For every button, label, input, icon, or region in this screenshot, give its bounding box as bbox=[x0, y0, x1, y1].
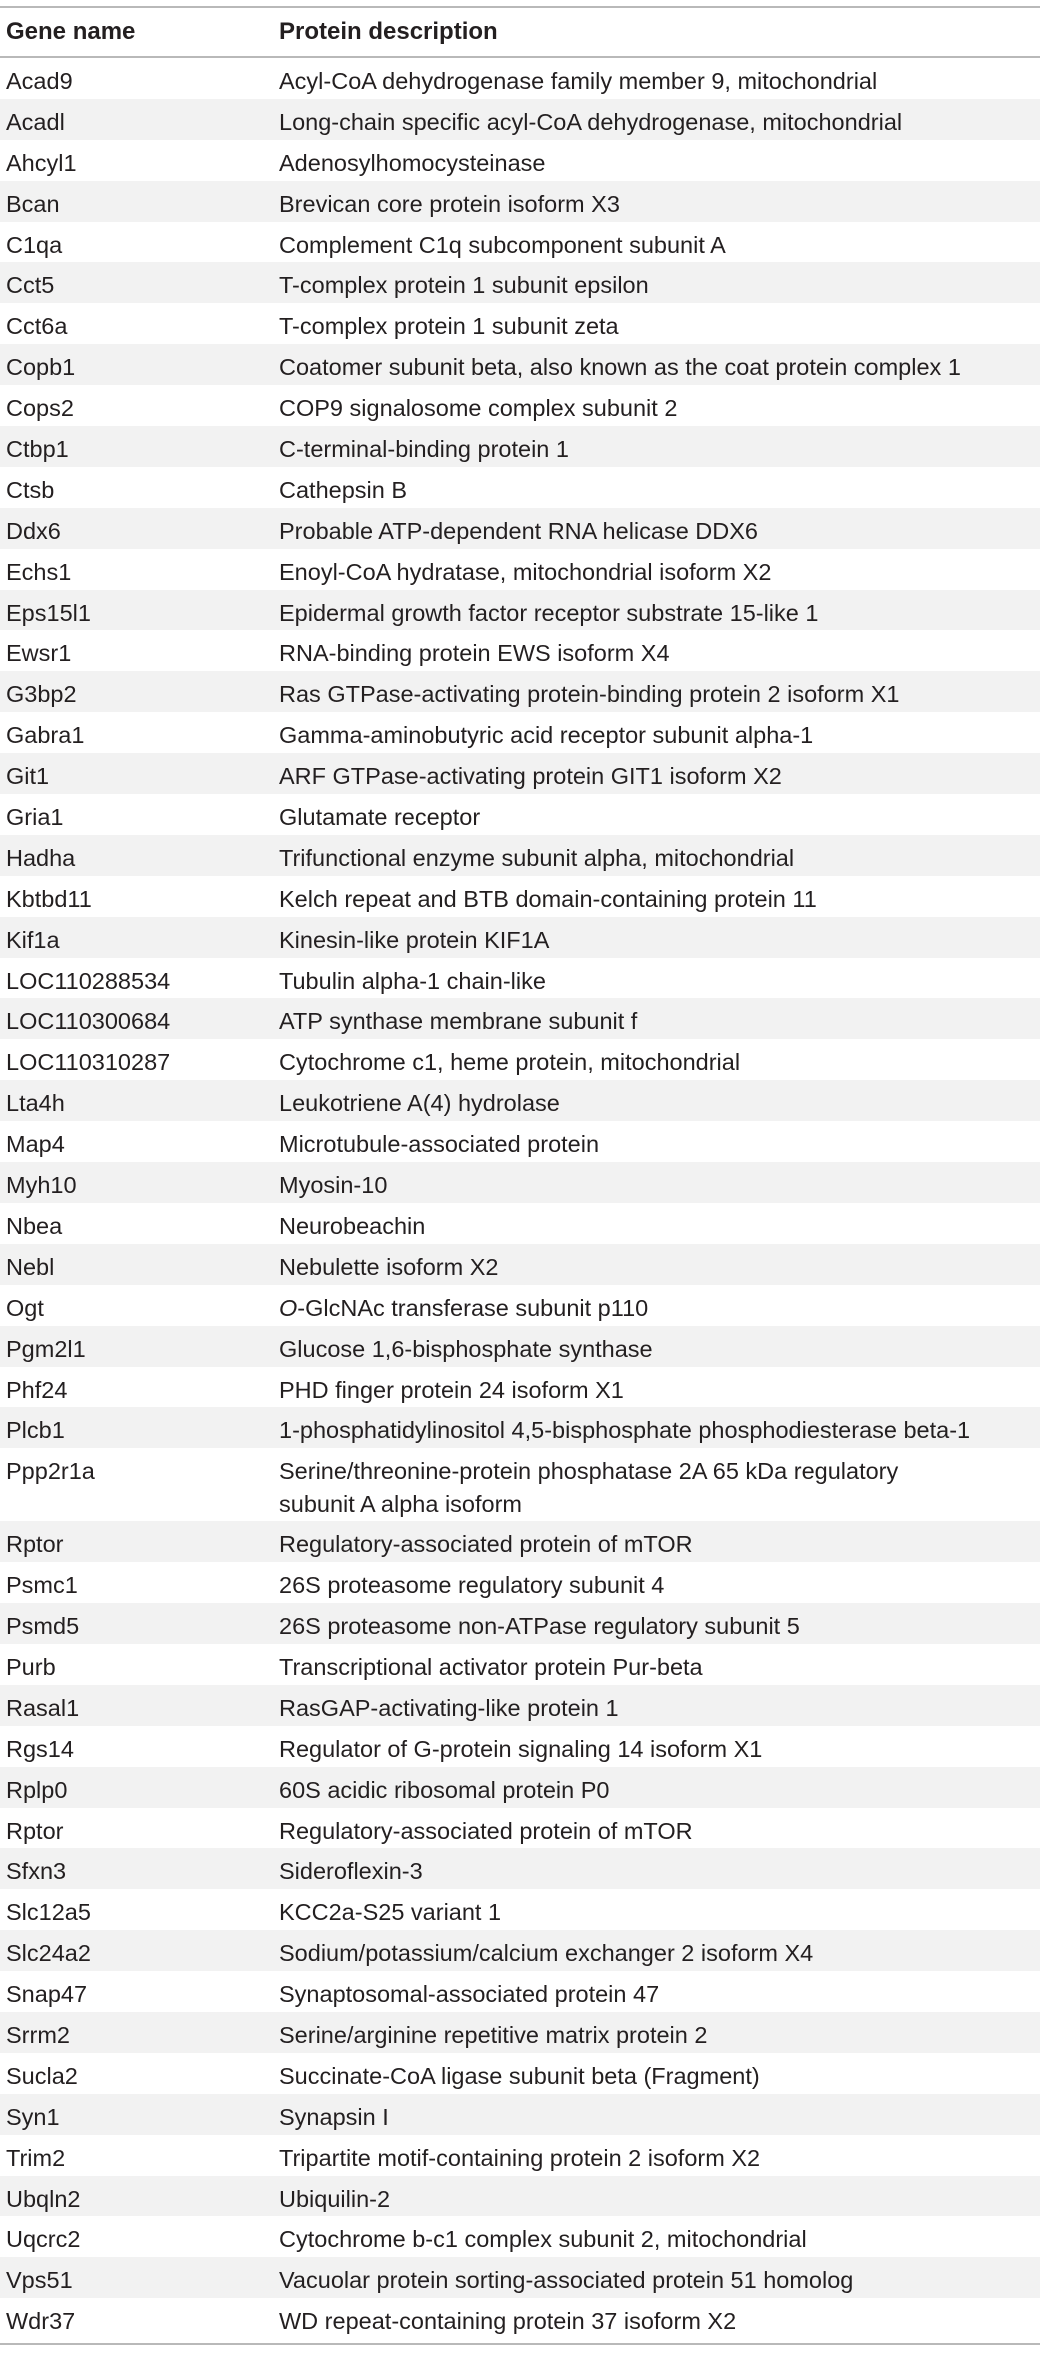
table-row bbox=[0, 794, 1040, 835]
gene-name-cell: G3bp2 bbox=[6, 681, 77, 708]
protein-description-text: Regulator of G-protein signaling 14 isoform X1 bbox=[279, 1735, 763, 1762]
protein-italic-prefix: O bbox=[279, 1294, 298, 1321]
protein-description-text: ATP synthase membrane subunit f bbox=[279, 1008, 638, 1035]
gene-name-cell: C1qa bbox=[6, 231, 63, 258]
protein-description-cell bbox=[279, 515, 1040, 548]
protein-description-text: 26S proteasome non-ATPase regulatory subunit 5 bbox=[279, 1613, 800, 1640]
gene-name-cell: Snap47 bbox=[6, 1981, 88, 2008]
gene-name-cell: Ppp2r1a bbox=[6, 1458, 95, 1485]
gene-name-cell: Rasal1 bbox=[6, 1694, 80, 1721]
protein-description-text: Epidermal growth factor receptor substrate 15-like 1 bbox=[279, 599, 819, 626]
protein-description-text: Regulatory-associated protein of mTOR bbox=[279, 1817, 693, 1844]
protein-description-text: Sideroflexin-3 bbox=[279, 1858, 423, 1885]
protein-description-text: Synapsin I bbox=[279, 2103, 389, 2130]
protein-description-text: Gamma-aminobutyric acid receptor subunit alpha-1 bbox=[279, 722, 814, 749]
protein-description-text: Tubulin alpha-1 chain-like bbox=[279, 967, 546, 994]
gene-name-cell: Ctbp1 bbox=[6, 436, 69, 463]
protein-description-cell bbox=[279, 1937, 1040, 1970]
table-row bbox=[0, 385, 1040, 426]
table-row bbox=[0, 1521, 1040, 1562]
gene-name-cell: Cct6a bbox=[6, 313, 68, 340]
table-row bbox=[0, 426, 1040, 467]
protein-description-cell bbox=[279, 1210, 1040, 1243]
gene-name-cell: Sucla2 bbox=[6, 2062, 78, 2089]
gene-protein-table bbox=[0, 6, 1040, 2345]
protein-description-cell bbox=[279, 883, 1040, 916]
protein-description-cell bbox=[279, 924, 1040, 957]
gene-name-cell: Nebl bbox=[6, 1253, 55, 1280]
header-gene-name: Gene name bbox=[6, 18, 136, 45]
protein-description-text: Glucose 1,6-bisphosphate synthase bbox=[279, 1335, 653, 1362]
table-row bbox=[0, 1767, 1040, 1808]
protein-description-text: 1-phosphatidylinositol 4,5-bisphosphate phosphodiesterase beta-1 bbox=[279, 1417, 971, 1444]
gene-name-cell: Kif1a bbox=[6, 926, 60, 953]
protein-description-text: Kinesin-like protein KIF1A bbox=[279, 926, 550, 953]
protein-description-text: 26S proteasome regulatory subunit 4 bbox=[279, 1572, 665, 1599]
protein-description-text: COP9 signalosome complex subunit 2 bbox=[279, 395, 678, 422]
protein-description-text: Glutamate receptor bbox=[279, 804, 481, 831]
table-row bbox=[0, 1080, 1040, 1121]
protein-description-text: Neurobeachin bbox=[279, 1212, 426, 1239]
protein-description-cell bbox=[279, 433, 1040, 466]
protein-description-text: Serine/threonine-protein phosphatase 2A 65 kDa regulatory bbox=[279, 1458, 899, 1485]
table-row bbox=[0, 1039, 1040, 1080]
table-row bbox=[0, 1889, 1040, 1930]
protein-description-text: Cytochrome c1, heme protein, mitochondrial bbox=[279, 1049, 741, 1076]
protein-description-text: KCC2a-S25 variant 1 bbox=[279, 1899, 502, 1926]
protein-description-cell bbox=[279, 1251, 1040, 1284]
protein-description-text: Myosin-10 bbox=[279, 1172, 388, 1199]
protein-description-text: Cathepsin B bbox=[279, 476, 408, 503]
table-row bbox=[0, 1162, 1040, 1203]
gene-name-cell: Rptor bbox=[6, 1817, 64, 1844]
protein-description-text: C-terminal-binding protein 1 bbox=[279, 436, 569, 463]
gene-name-cell: Plcb1 bbox=[6, 1417, 65, 1444]
protein-description-cell bbox=[279, 1046, 1040, 1079]
table-row bbox=[0, 262, 1040, 303]
protein-description-text: Sodium/potassium/calcium exchanger 2 isoform X4 bbox=[279, 1940, 814, 1967]
protein-description-cell bbox=[279, 106, 1040, 139]
table-header bbox=[0, 8, 1040, 56]
table-row bbox=[0, 508, 1040, 549]
gene-name-cell: Ddx6 bbox=[6, 517, 61, 544]
protein-description-text: Long-chain specific acyl-CoA dehydrogenase, mitochondrial bbox=[279, 108, 903, 135]
gene-name-cell: Wdr37 bbox=[6, 2308, 76, 2335]
gene-name-cell: LOC110310287 bbox=[6, 1049, 171, 1076]
protein-description-text: 60S acidic ribosomal protein P0 bbox=[279, 1776, 610, 1803]
protein-description-cell bbox=[279, 351, 1040, 384]
table-row bbox=[0, 998, 1040, 1039]
protein-description-text: ARF GTPase-activating protein GIT1 isoform X2 bbox=[279, 763, 782, 790]
protein-description-cell bbox=[279, 1569, 1040, 1602]
gene-name-cell: Cct5 bbox=[6, 272, 55, 299]
protein-description-cell bbox=[279, 392, 1040, 425]
protein-description-cell bbox=[279, 2019, 1040, 2052]
gene-name-cell: Pgm2l1 bbox=[6, 1335, 86, 1362]
protein-description-text: RasGAP-activating-like protein 1 bbox=[279, 1694, 619, 1721]
protein-description-text: Synaptosomal-associated protein 47 bbox=[279, 1981, 660, 2008]
protein-description-text: Coatomer subunit beta, also known as the coat protein complex 1 bbox=[279, 354, 961, 381]
table-row bbox=[0, 1808, 1040, 1849]
protein-description-text: RNA-binding protein EWS isoform X4 bbox=[279, 640, 670, 667]
protein-description-text: Trifunctional enzyme subunit alpha, mitochondrial bbox=[279, 844, 795, 871]
table-row bbox=[0, 140, 1040, 181]
protein-description-text-line2: subunit A alpha isoform bbox=[279, 1491, 522, 1518]
protein-description-cell bbox=[279, 310, 1040, 343]
table-row bbox=[0, 671, 1040, 712]
gene-name-cell: Echs1 bbox=[6, 558, 72, 585]
table-row bbox=[0, 2298, 1040, 2339]
table-row bbox=[0, 344, 1040, 385]
gene-name-cell: Hadha bbox=[6, 844, 76, 871]
table-row bbox=[0, 1726, 1040, 1767]
gene-name-cell: Cops2 bbox=[6, 395, 74, 422]
protein-description-cell bbox=[279, 1815, 1040, 1848]
gene-name-cell: Ogt bbox=[6, 1294, 44, 1321]
protein-description-cell bbox=[279, 147, 1040, 180]
table-row bbox=[0, 1448, 1040, 1521]
table-row bbox=[0, 467, 1040, 508]
protein-description-text: Ubiquilin-2 bbox=[279, 2185, 391, 2212]
gene-name-cell: Acadl bbox=[6, 108, 65, 135]
protein-description-cell bbox=[279, 269, 1040, 302]
protein-description-text: Complement C1q subcomponent subunit A bbox=[279, 231, 726, 258]
table-row bbox=[0, 1285, 1040, 1326]
table-row bbox=[0, 2094, 1040, 2135]
table-row bbox=[0, 1203, 1040, 1244]
gene-name-cell: Git1 bbox=[6, 763, 50, 790]
gene-name-cell: Rptor bbox=[6, 1531, 64, 1558]
protein-description-text: Probable ATP-dependent RNA helicase DDX6 bbox=[279, 517, 758, 544]
protein-description-cell bbox=[279, 2223, 1040, 2256]
protein-description-cell bbox=[279, 1978, 1040, 2011]
protein-description-cell bbox=[279, 1692, 1040, 1725]
gene-name-cell: LOC110300684 bbox=[6, 1008, 171, 1035]
gene-name-cell: Psmd5 bbox=[6, 1613, 80, 1640]
protein-description-cell bbox=[279, 1896, 1040, 1929]
table-row bbox=[0, 1326, 1040, 1367]
protein-description-text: PHD finger protein 24 isoform X1 bbox=[279, 1376, 624, 1403]
protein-description-cell bbox=[279, 597, 1040, 630]
table-row bbox=[0, 876, 1040, 917]
table-row bbox=[0, 1644, 1040, 1685]
table-row bbox=[0, 549, 1040, 590]
gene-name-cell: Srrm2 bbox=[6, 2021, 70, 2048]
protein-description-cell bbox=[279, 2305, 1040, 2338]
table-row bbox=[0, 2176, 1040, 2217]
table-row bbox=[0, 1407, 1040, 1448]
gene-name-cell: Uqcrc2 bbox=[6, 2226, 81, 2253]
table-body bbox=[0, 58, 1040, 2339]
table-row bbox=[0, 630, 1040, 671]
protein-description-cell bbox=[279, 188, 1040, 221]
gene-name-cell: Lta4h bbox=[6, 1090, 65, 1117]
protein-description-text: Leukotriene A(4) hydrolase bbox=[279, 1090, 560, 1117]
table-row bbox=[0, 1930, 1040, 1971]
protein-description-cell bbox=[279, 1414, 1040, 1447]
protein-description-cell bbox=[279, 1333, 1040, 1366]
protein-description-text: Adenosylhomocysteinase bbox=[279, 149, 546, 176]
gene-name-cell: Myh10 bbox=[6, 1172, 77, 1199]
protein-description-text: Acyl-CoA dehydrogenase family member 9, mitochondrial bbox=[279, 68, 878, 94]
protein-description-cell bbox=[279, 842, 1040, 875]
table-row bbox=[0, 1603, 1040, 1644]
protein-description-text: Succinate-CoA ligase subunit beta (Fragment) bbox=[279, 2062, 760, 2089]
table-row bbox=[0, 1971, 1040, 2012]
gene-name-cell: Nbea bbox=[6, 1212, 63, 1239]
gene-name-cell: Ubqln2 bbox=[6, 2185, 81, 2212]
gene-name-cell: Vps51 bbox=[6, 2267, 73, 2294]
table-row bbox=[0, 181, 1040, 222]
protein-description-text: WD repeat-containing protein 37 isoform X2 bbox=[279, 2308, 737, 2335]
table-row bbox=[0, 835, 1040, 876]
table-row bbox=[0, 917, 1040, 958]
protein-description-cell bbox=[279, 2142, 1040, 2175]
table-row bbox=[0, 222, 1040, 263]
protein-description-cell bbox=[279, 965, 1040, 998]
gene-name-cell: Bcan bbox=[6, 190, 60, 217]
protein-description-cell bbox=[279, 1774, 1040, 1807]
table-row bbox=[0, 58, 1040, 99]
gene-name-cell: Syn1 bbox=[6, 2103, 60, 2130]
protein-description-cell bbox=[279, 65, 1040, 98]
protein-description-cell bbox=[279, 2183, 1040, 2216]
gene-name-cell: Slc12a5 bbox=[6, 1899, 91, 1926]
gene-name-cell: Slc24a2 bbox=[6, 1940, 91, 1967]
table-row bbox=[0, 99, 1040, 140]
protein-description-text: Brevican core protein isoform X3 bbox=[279, 190, 620, 217]
gene-name-cell: Ewsr1 bbox=[6, 640, 72, 667]
table-bottom-rule bbox=[0, 2343, 1040, 2345]
protein-description-cell bbox=[279, 2101, 1040, 2134]
table-row bbox=[0, 590, 1040, 631]
protein-description-cell bbox=[279, 2060, 1040, 2093]
protein-description-cell bbox=[279, 678, 1040, 711]
table-row bbox=[0, 2012, 1040, 2053]
protein-description-cell bbox=[279, 1528, 1040, 1561]
table-row bbox=[0, 2257, 1040, 2298]
gene-name-cell: Gabra1 bbox=[6, 722, 85, 749]
protein-description-cell bbox=[279, 1128, 1040, 1161]
protein-description-cell bbox=[279, 637, 1040, 670]
protein-description-cell bbox=[279, 1005, 1040, 1038]
table-row bbox=[0, 2216, 1040, 2257]
header-protein-description: Protein description bbox=[279, 18, 498, 45]
protein-description-text: Microtubule-associated protein bbox=[279, 1131, 600, 1158]
protein-description-cell bbox=[279, 556, 1040, 589]
protein-description-cell bbox=[279, 1651, 1040, 1684]
protein-description-cell bbox=[279, 1169, 1040, 1202]
gene-name-cell: Eps15l1 bbox=[6, 599, 91, 626]
protein-description-cell bbox=[279, 1374, 1040, 1407]
gene-name-cell: Rplp0 bbox=[6, 1776, 68, 1803]
table-row bbox=[0, 2053, 1040, 2094]
gene-name-cell: Phf24 bbox=[6, 1376, 68, 1403]
table-row bbox=[0, 1562, 1040, 1603]
protein-description-cell bbox=[279, 719, 1040, 752]
gene-name-cell: LOC110288534 bbox=[6, 967, 171, 994]
table-row bbox=[0, 1685, 1040, 1726]
gene-name-cell: Ctsb bbox=[6, 476, 55, 503]
gene-name-cell: Map4 bbox=[6, 1131, 65, 1158]
table-row bbox=[0, 303, 1040, 344]
gene-name-cell: Psmc1 bbox=[6, 1572, 78, 1599]
protein-description-cell bbox=[279, 760, 1040, 793]
protein-description-text: Ras GTPase-activating protein-binding protein 2 isoform X1 bbox=[279, 681, 900, 708]
protein-description-text: -GlcNAc transferase subunit p110 bbox=[297, 1294, 649, 1321]
gene-name-cell: Acad9 bbox=[6, 68, 73, 94]
gene-name-cell: Purb bbox=[6, 1653, 56, 1680]
protein-description-cell bbox=[279, 1855, 1040, 1888]
table-row bbox=[0, 753, 1040, 794]
protein-description-text: Vacuolar protein sorting-associated protein 51 homolog bbox=[279, 2267, 854, 2294]
protein-description-text: Kelch repeat and BTB domain-containing protein 11 bbox=[279, 885, 817, 912]
protein-description-text: Nebulette isoform X2 bbox=[279, 1253, 499, 1280]
protein-description-cell bbox=[279, 474, 1040, 507]
protein-description-cell bbox=[279, 1087, 1040, 1120]
protein-description-text: Enoyl-CoA hydratase, mitochondrial isoform X2 bbox=[279, 558, 772, 585]
protein-description-cell bbox=[279, 1610, 1040, 1643]
gene-name-cell: Copb1 bbox=[6, 354, 76, 381]
gene-name-cell: Sfxn3 bbox=[6, 1858, 67, 1885]
gene-name-cell: Gria1 bbox=[6, 804, 64, 831]
gene-name-cell: Ahcyl1 bbox=[6, 149, 77, 176]
protein-description-cell bbox=[279, 229, 1040, 262]
protein-description-text: Cytochrome b-c1 complex subunit 2, mitochondrial bbox=[279, 2226, 807, 2253]
protein-description-cell bbox=[279, 2264, 1040, 2297]
protein-description-text: T-complex protein 1 subunit epsilon bbox=[279, 272, 649, 299]
protein-description-text: Tripartite motif-containing protein 2 isoform X2 bbox=[279, 2144, 761, 2171]
protein-description-text: Transcriptional activator protein Pur-beta bbox=[279, 1653, 703, 1680]
protein-description-cell bbox=[279, 1455, 1040, 1521]
table-row bbox=[0, 1367, 1040, 1408]
protein-description-text: Regulatory-associated protein of mTOR bbox=[279, 1531, 693, 1558]
gene-name-cell: Kbtbd11 bbox=[6, 885, 92, 912]
protein-description-cell bbox=[279, 801, 1040, 834]
protein-description-text: Serine/arginine repetitive matrix protein 2 bbox=[279, 2021, 708, 2048]
table-row bbox=[0, 2135, 1040, 2176]
protein-description-cell bbox=[279, 1733, 1040, 1766]
table-row bbox=[0, 712, 1040, 753]
table-row bbox=[0, 958, 1040, 999]
gene-name-cell: Trim2 bbox=[6, 2144, 66, 2171]
gene-name-cell: Rgs14 bbox=[6, 1735, 74, 1762]
table-row bbox=[0, 1244, 1040, 1285]
table-row bbox=[0, 1121, 1040, 1162]
protein-description-cell bbox=[279, 1292, 1040, 1325]
protein-description-text: T-complex protein 1 subunit zeta bbox=[279, 313, 619, 340]
table-row bbox=[0, 1848, 1040, 1889]
